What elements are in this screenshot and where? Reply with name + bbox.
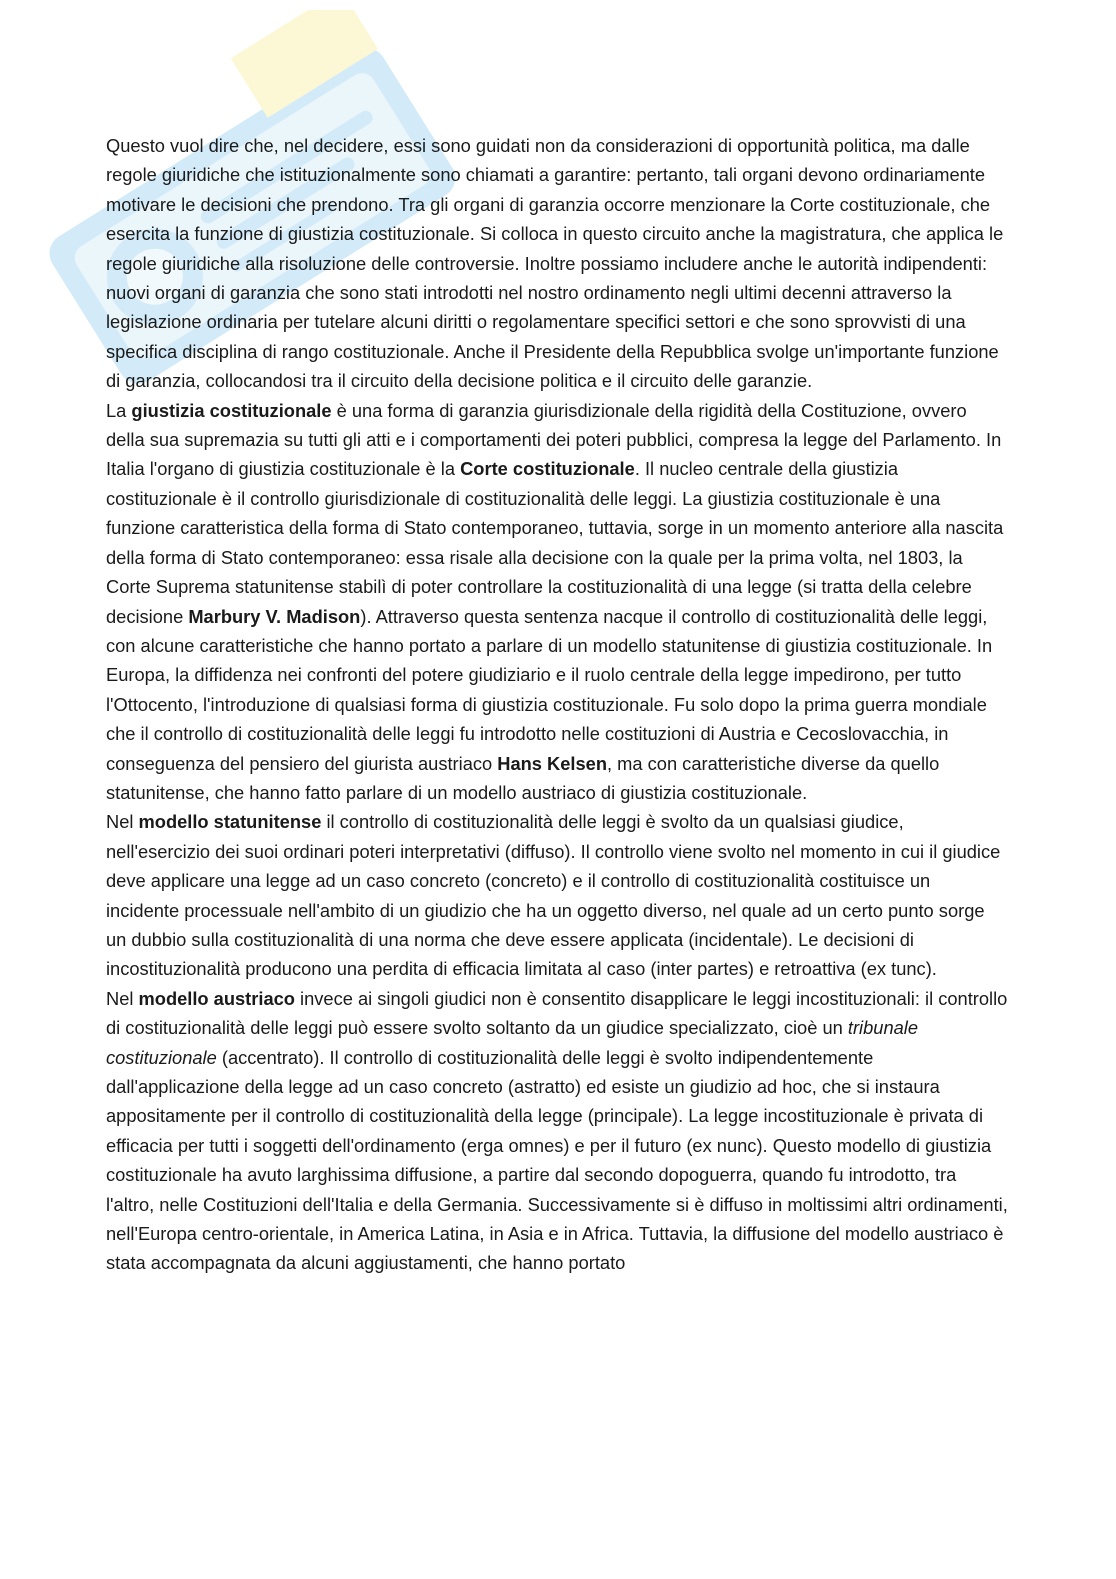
term-marbury-madison: Marbury V. Madison xyxy=(188,605,361,627)
text-span: ). Attraverso questa sentenza nacque il controllo di costituzionalità delle leggi, con alcune caratteristiche che hanno portato a parlare di un modello statunitense di giustizia costituzionale. In Europa, la diffidenza nei confronti del potere giudiziario e il ruolo centrale della legge impedirono, per tutto l'Ottocento, l'introduzione di qualsiasi forma di giustizia costituzionale. Fu solo dopo la prima guerra mondiale che il controllo di costituzionalità delle leggi fu introdotto nelle costituzioni di Austria e Cecoslovacchia, in conseguenza del pensiero del giurista austriaco xyxy=(106,605,993,774)
text-span: (accentrato). Il controllo di costituzionalità delle leggi è svolto indipendentemente dall'applicazione della legge ad un caso concreto (astratto) ed esiste un giudizio ad hoc, che si instaura appositamente per il controllo di costituzionalità della legge (principale). La legge incostituzionale è privata di efficacia per tutti i soggetti dell'ordinamento (erga omnes) e per il futuro (ex nunc). Questo modello di giustizia costituzionale ha avuto larghissima diffusione, a partire dal secondo dopoguerra, quando fu introdotto, tra l'altro, nelle Costituzioni dell'Italia e della Germania. Successivamente si è diffuso in moltissimi altri ordinamenti, nell'Europa centro-orientale, in America Latina, in Asia e in Africa. Tuttavia, la diffusione del modello austriaco è stata accompagnata da alcuni aggiustamenti, che hanno portato xyxy=(106,1046,1008,1274)
paragraph-giustizia-costituzionale xyxy=(106,396,1008,808)
text-span: , ma con caratteristiche diverse da quello statunitense, che hanno fatto parlare di un modello austriaco di giustizia costituzionale. xyxy=(106,752,940,803)
text-span: Nel xyxy=(106,811,139,833)
paragraph-modello-statunitense xyxy=(106,807,1008,983)
text-span: . Il nucleo centrale della giustizia costituzionale è il controllo giurisdizionale di costituzionalità delle leggi. La giustizia costituzionale è una funzione caratteristica della forma di Stato contemporaneo, tuttavia, sorge in un momento anteriore alla nascita della forma di Stato contemporaneo: essa risale alla decisione con la quale per la prima volta, nel 1803, la Corte Suprema statunitense stabilì di poter controllare la costituzionalità di una legge (si tratta della celebre decisione xyxy=(106,458,1004,627)
term-hans-kelsen: Hans Kelsen xyxy=(497,752,607,774)
paragraph-modello-austriaco xyxy=(106,984,1008,1278)
text-span: Nel xyxy=(106,987,139,1009)
term-tribunale-costituzionale: tribunale costituzionale xyxy=(106,1017,919,1068)
term-modello-austriaco: modello austriaco xyxy=(138,987,295,1009)
text-span: è una forma di garanzia giurisdizionale della rigidità della Costituzione, ovvero della sua supremazia su tutti gli atti e i comportamenti dei poteri pubblici, compresa la legge del Parlamento. In Italia l'organo di giustizia costituzionale è la xyxy=(106,399,1002,480)
text-span: invece ai singoli giudici non è consentito disapplicare le leggi incostituzionali: il controllo di costituzionalità delle leggi può essere svolto soltanto da un giudice specializzato, cioè un xyxy=(106,987,1008,1039)
paragraph-garanzia: Questo vuol dire che, nel decidere, essi sono guidati non da considerazioni di opportunità politica, ma dalle regole giuridiche che istituzionalmente sono chiamati a garantire: pertanto, tali organi devono ordinariamente motivare le decisioni che prendono. Tra gli organi di garanzia occorre menzionare la Corte costituzionale, che esercita la funzione di giustizia costituzionale. Si colloca in questo circuito anche la magistratura, che applica le regole giuridiche alla risoluzione delle controversie. Inoltre possiamo includere anche le autorità indipendenti: nuovi organi di garanzia che sono stati introdotti nel nostro ordinamento negli ultimi decenni attraverso la legislazione ordinaria per tutelare alcuni diritti o regolamentare specifici settori e che sono sprovvisti di una specifica disciplina di rango costituzionale. Anche il Presidente della Repubblica svolge un'importante funzione di garanzia, collocandosi tra il circuito della decisione politica e il circuito delle garanzie. xyxy=(106,135,1004,392)
text-span: La xyxy=(106,399,132,421)
term-giustizia-costituzionale: giustizia costituzionale xyxy=(131,399,332,421)
term-modello-statunitense: modello statunitense xyxy=(138,811,322,833)
document-body xyxy=(106,131,1008,1278)
text-span: il controllo di costituzionalità delle leggi è svolto da un qualsiasi giudice, nell'esercizio dei suoi ordinari poteri interpretativi (diffuso). Il controllo viene svolto nel momento in cui il giudice deve applicare una legge ad un caso concreto (concreto) e il controllo di costituzionalità costituisce un incidente processuale nell'ambito di un giudizio che ha un oggetto diverso, nel quale ad un certo punto sorge un dubbio sulla costituzionalità di una norma che deve essere applicata (incidentale). Le decisioni di incostituzionalità producono una perdita di efficacia limitata al caso (inter partes) e retroattiva (ex tunc). xyxy=(106,811,1001,980)
term-corte-costituzionale: Corte costituzionale xyxy=(460,458,635,480)
